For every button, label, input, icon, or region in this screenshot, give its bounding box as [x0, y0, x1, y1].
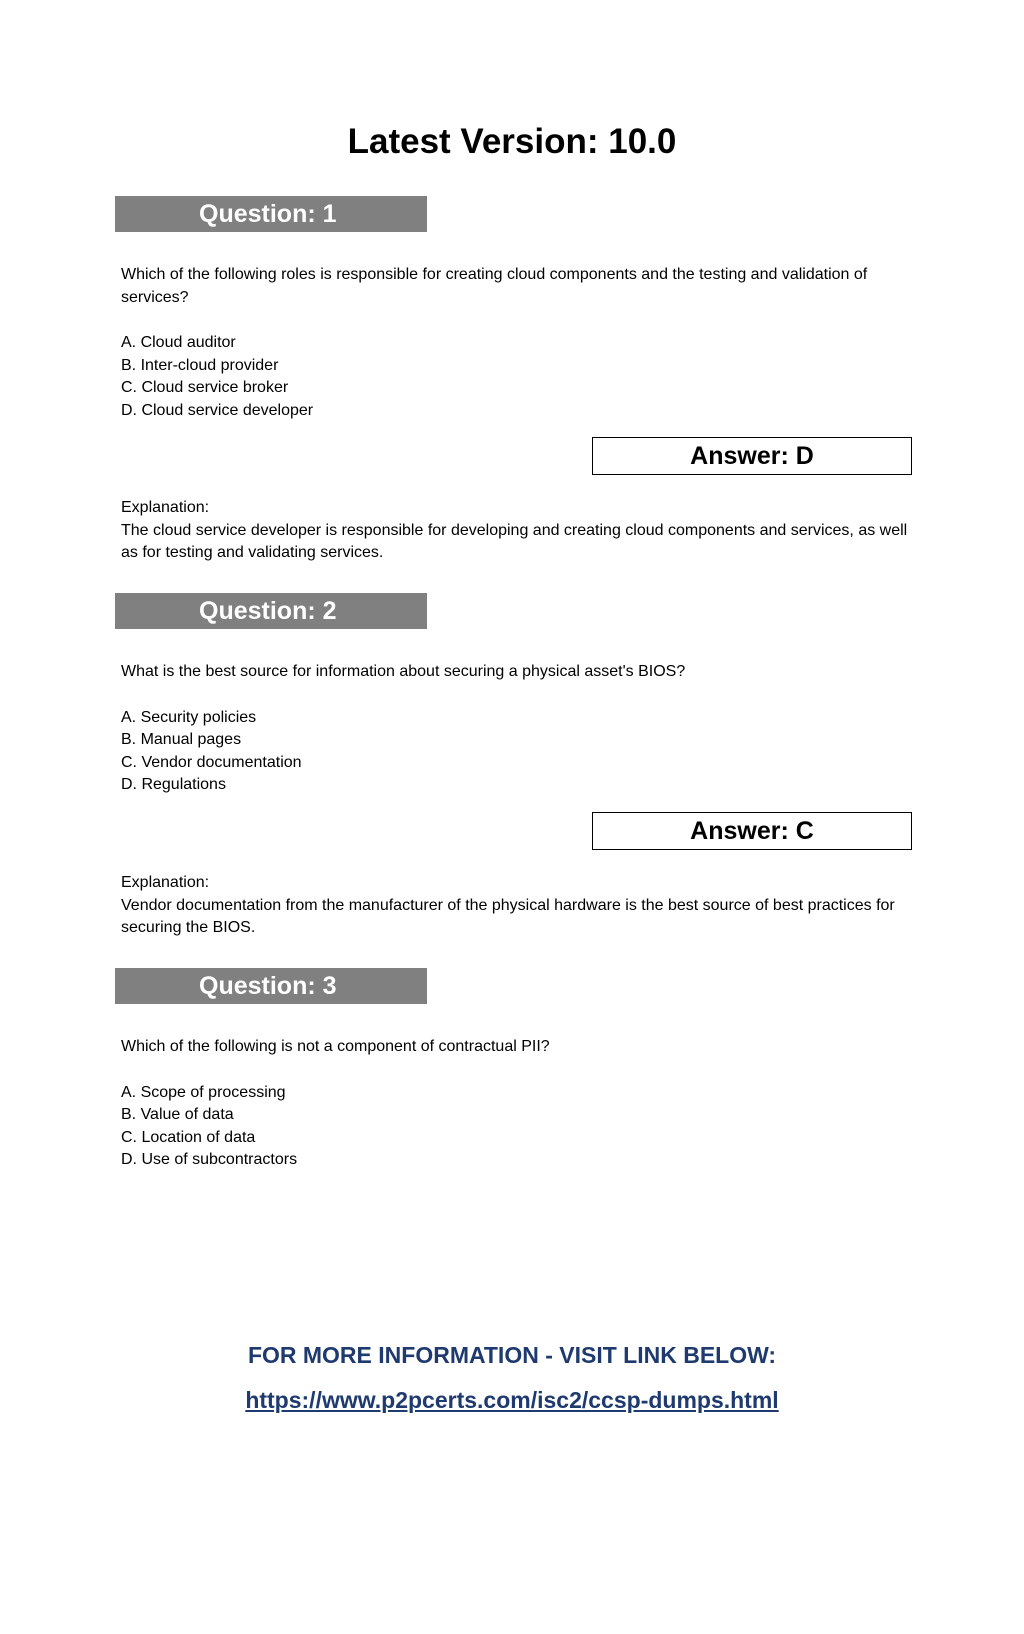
option-b: B. Manual pages [121, 731, 242, 748]
option-d: D. Regulations [121, 776, 226, 793]
option-c: C. Location of data [121, 1128, 256, 1146]
page-title: Latest Version: 10.0 [347, 122, 677, 161]
question-header: Question: 1 [115, 196, 427, 232]
question-1 [115, 196, 915, 422]
option-b: B. Inter-cloud provider [121, 356, 279, 374]
question-2 [115, 593, 915, 797]
explanation-label: Explanation: [121, 499, 210, 516]
question-header: Question: 3 [115, 968, 427, 1004]
option-a: A. Scope of processing [121, 1083, 286, 1101]
option-d: D. Use of subcontractors [121, 1151, 298, 1168]
answer-box: Answer: C [592, 812, 912, 850]
option-d: D. Cloud service developer [121, 401, 314, 419]
options-list [121, 332, 915, 422]
question-header: Question: 2 [115, 593, 427, 629]
option-c: C. Cloud service broker [121, 379, 289, 396]
question-3 [115, 968, 915, 1172]
answer-box: Answer: D [592, 437, 912, 475]
explanation-text: Vendor documentation from the manufacturer of the physical hardware is the best source of best practices for securing the BIOS. [121, 896, 895, 936]
option-b: B. Value of data [121, 1106, 234, 1123]
option-c: C. Vendor documentation [121, 753, 302, 771]
footer-link[interactable]: https://www.p2pcerts.com/isc2/ccsp-dumps.html [245, 1387, 779, 1413]
option-a: A. Cloud auditor [121, 334, 236, 351]
question-text: Which of the following roles is responsible for creating cloud components and the testing and validation of services? [121, 266, 868, 306]
question-text: What is the best source for information about securing a physical asset's BIOS? [121, 663, 686, 680]
explanation [121, 872, 911, 940]
explanation-text: The cloud service developer is responsible for developing and creating cloud components and services, as well as for testing and validating services. [121, 521, 908, 561]
explanation-label: Explanation: [121, 874, 210, 891]
options-list [121, 1082, 915, 1172]
question-text: Which of the following is not a component of contractual PII? [121, 1038, 550, 1055]
footer-heading: FOR MORE INFORMATION - VISIT LINK BELOW: [247, 1342, 777, 1368]
explanation [121, 497, 911, 565]
option-a: A. Security policies [121, 708, 257, 726]
options-list [121, 707, 915, 797]
